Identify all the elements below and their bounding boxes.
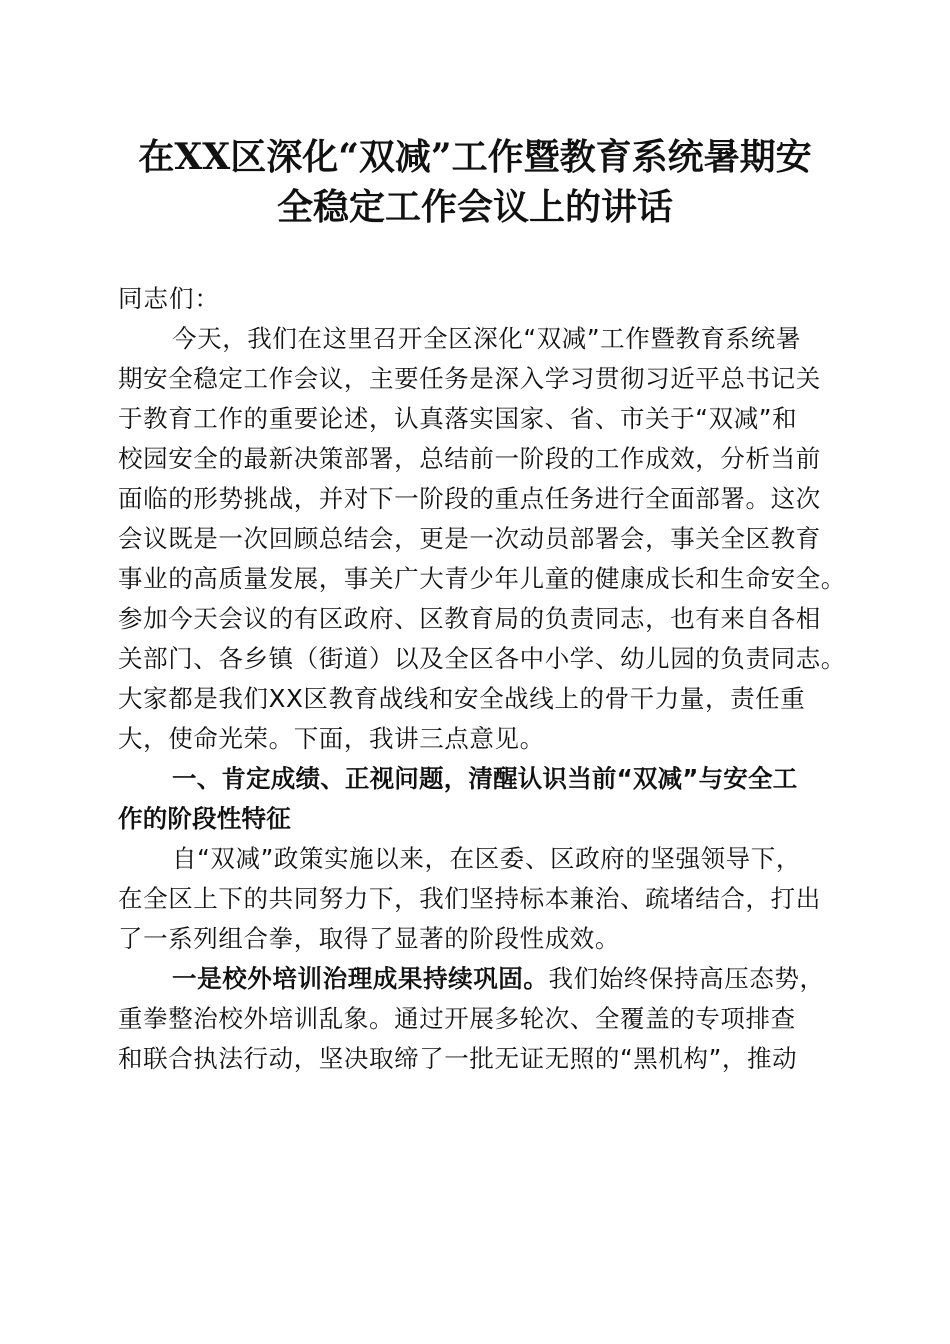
section-heading-1 [118, 759, 838, 839]
paragraph-line: 和联合执法行动，坚决取缔了一批无证无照的“黑机构”，推动 [118, 1044, 798, 1073]
paragraph-achievements [118, 839, 838, 959]
paragraph-line: 今天，我们在这里召开全区深化“双减”工作暨教育系统暑 [172, 324, 801, 353]
paragraph-line: 大家都是我们XX区教育战线和安全战线上的骨干力量，责任重 [118, 684, 806, 713]
paragraph-line: 期安全稳定工作会议，主要任务是深入学习贯彻习近平总书记关 [118, 364, 821, 393]
document-title [100, 132, 850, 232]
paragraph-lead: 一是校外培训治理成果持续巩固。 [172, 964, 549, 993]
paragraph-line: 面临的形势挑战，并对下一阶段的重点任务进行全面部署。这次 [118, 484, 821, 513]
section-heading-line: 作的阶段性特征 [118, 804, 291, 833]
title-line: 在XX区深化“双减”工作暨教育系统暑期安 [138, 136, 812, 178]
paragraph-line: 参加今天会议的有区政府、区教育局的负责同志，也有来自各相 [118, 604, 821, 633]
paragraph-line: 会议既是一次回顾总结会，更是一次动员部署会，事关全区教育 [118, 524, 821, 553]
paragraph-line-rest: 我们始终保持高压态势， [548, 964, 825, 993]
paragraph-line: 事业的高质量发展，事关广大青少年儿童的健康成长和生命安全。 [118, 564, 846, 593]
paragraph-line: 大，使命光荣。下面，我讲三点意见。 [118, 724, 545, 753]
paragraph-line: 了一系列组合拳，取得了显著的阶段性成效。 [118, 924, 620, 953]
paragraph-line [118, 959, 838, 999]
paragraph-line: 在全区上下的共同努力下，我们坚持标本兼治、疏堵结合，打出 [118, 884, 821, 913]
paragraph-line: 重拳整治校外培训乱象。通过开展多轮次、全覆盖的专项排查 [118, 1004, 796, 1033]
paragraph-line: 自“双减”政策实施以来，在区委、区政府的坚强领导下， [172, 844, 801, 873]
paragraph-line: 关部门、各乡镇（街道）以及全区各中小学、幼儿园的负责同志。 [118, 644, 846, 673]
paragraph-line: 校园安全的最新决策部署，总结前一阶段的工作成效，分析当前 [118, 444, 821, 473]
greeting: 同志们： [118, 284, 220, 313]
section-heading-line: 一、肯定成绩、正视问题，清醒认识当前“双减”与安全工 [172, 764, 798, 793]
paragraph-training-governance [118, 959, 838, 1079]
document-body [118, 279, 846, 1079]
paragraph-intro [118, 319, 846, 759]
title-line: 全稳定工作会议上的讲话 [276, 186, 673, 228]
paragraph-line: 于教育工作的重要论述，认真落实国家、省、市关于“双减”和 [118, 404, 798, 433]
